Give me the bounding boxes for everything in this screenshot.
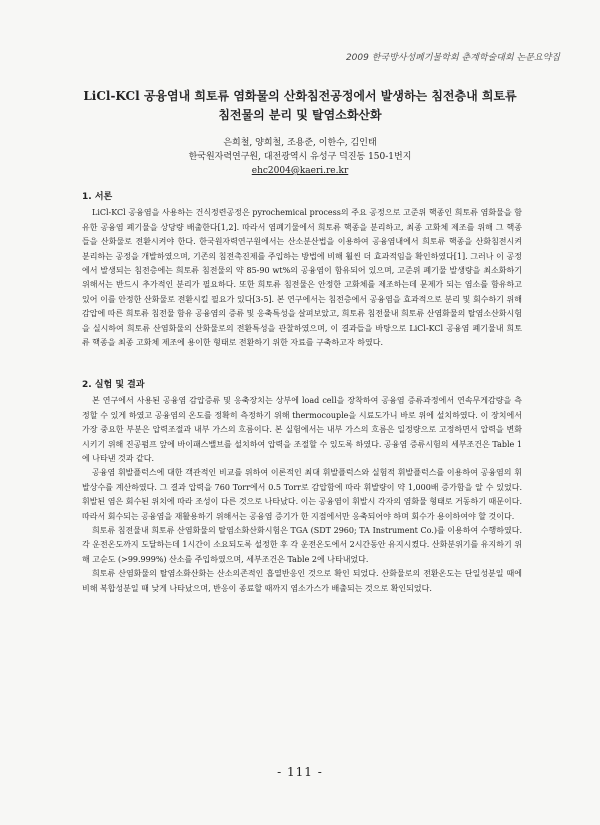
section-experiment-results bbox=[82, 378, 522, 596]
paragraph: 희토류 침전물내 희토류 산염화물의 탈염소화산화시험은 TGA (SDT 2960; TA Instrument Co.)를 이용하여 수행하였다. 각 운전온도까지 도달하는데 1시간이 소요되도록 설정한 후 각 운전온도에서 2시간동안 유지시켰다. 산화분위기를 유지하기 위해 고순도 (>99.999%) 산소를 주입하였으며, 세부조건은 Table 2에 나타내었다. bbox=[82, 526, 522, 564]
author-affiliation: 한국원자력연구원, 대전광역시 유성구 덕진동 150-1번지 bbox=[188, 152, 412, 162]
section-introduction bbox=[82, 190, 522, 350]
paragraph: 희토류 산염화물의 탈염소화산화는 산소의존적인 흡열반응인 것으로 확인 되었다. 산화물로의 전환온도는 단일성분일 때에 비해 복합성분일 때 낮게 나타났으며, 반응이 종료할 때까지 염소가스가 배출되는 것으로 확인되었다. bbox=[82, 569, 522, 593]
paragraph: 본 연구에서 사용된 공융염 감압증류 및 응축장치는 상부에 load cell을 장착하여 공융염 증류과정에서 연속무게감량을 측정할 수 있게 하였고 공융염의 온도를 정확히 측정하기 위해 thermocouple을 시료도가니 바로 위에 설치하였다. 이 장치에서 가장 중요한 부분은 압력조절과 내부 가스의 흐름이다. 본 실험에서는 내부 가스의 흐름은 일정량으로 고정하면서 압력을 변화시키기 위해 진공펌프 앞에 바이패스밸브를 설치하여 압력을 조절할 수 있도록 하였다. 공융염 증류시험의 세부조건은 Table 1에 나타낸 것과 같다. bbox=[82, 396, 522, 464]
section-heading: 2. 실험 및 결과 bbox=[82, 380, 145, 390]
page-number: - 111 - bbox=[277, 765, 323, 779]
author-email[interactable]: ehc2004@kaeri.re.kr bbox=[251, 166, 349, 176]
author-names: 은희철, 양희철, 조용준, 이한수, 김인태 bbox=[223, 138, 377, 148]
paper-title bbox=[60, 87, 540, 125]
paragraph: LiCl-KCl 공융염을 사용하는 건식정련공정은 pyrochemical process의 주요 공정으로 고준위 핵종인 희토류 염화물을 함유한 공융염 폐기물을 상당량 배출한다[1,2]. 따라서 염폐기물에서 희토류 핵종을 분리하고, 최종 고화체 제조를 위해 그 핵종들을 산화물로 전환시켜야 한다. 한국원자력연구원에서는 산소분산법을 이용하여 공융염내에서 희토류 핵종을 산화침전시켜 분리하는 공정을 개발하였으며, 기존의 침전촉진제를 주입하는 방법에 비해 훨씬 더 효과적임을 확인하였다[1]. 그러나 이 공정에서 발생되는 침전층에는 희토류 침전물의 약 85-90 wt%의 공융염이 함유되어 있으며, 고준위 폐기물 발생량을 최소화하기 위해서는 반드시 추가적인 분리가 필요하다. 또한 희토류 침전물은 안정한 고화체를 제조하는데 문제가 되는 염소를 함유하고 있어 이를 안정한 산화물로 전환시킬 필요가 있다[3-5]. 본 연구에서는 침전층에서 공융염을 효과적으로 분리 및 회수하기 위해 감압에 따른 희토류 침전물 함유 공융염의 증류 및 응축특성을 살펴보았고, 희토류 침전물내 희토류 산염화물의 탈염소산화시험을 실시하여 희토류 산염화물의 산화물로의 전환특성을 관찰하였으며, 이 결과들을 바탕으로 LiCl-KCl 공융염 폐기물내 희토류 핵종을 최종 고화체 제조에 용이한 형태로 전환하기 위한 자료를 구축하고자 하였다. bbox=[82, 208, 522, 348]
conference-header: 2009 한국방사성폐기물학회 춘계학술대회 논문요약집 bbox=[345, 53, 560, 63]
author-block bbox=[0, 136, 600, 178]
section-heading: 1. 서론 bbox=[82, 192, 113, 202]
paragraph: 공융염 휘발플럭스에 대한 객관적인 비교를 위하여 이론적인 최대 휘발플럭스와 실험적 휘발플럭스를 이용하여 공융염의 휘발상수를 계산하였다. 그 결과 압력을 760 Torr에서 0.5 Torr로 감압함에 따라 휘발량이 약 1,000배 증가함을 알 수 있었다. 휘발된 염은 회수된 위치에 따라 조성이 다른 것으로 나타났다. 이는 공융염이 휘발시 각자의 염화물 형태로 거동하기 때문이다. 따라서 회수되는 공융염을 재활용하기 위해서는 공융염 증기가 한 지점에서만 응축되어야 하며 회수가 용이하여야 할 것이다. bbox=[82, 468, 522, 521]
title-line-2: 침전물의 분리 및 탈염소화산화 bbox=[218, 108, 382, 122]
title-line-1: LiCl-KCl 공융염내 희토류 염화물의 산화침전공정에서 발생하는 침전층내 희토류 bbox=[83, 89, 517, 103]
